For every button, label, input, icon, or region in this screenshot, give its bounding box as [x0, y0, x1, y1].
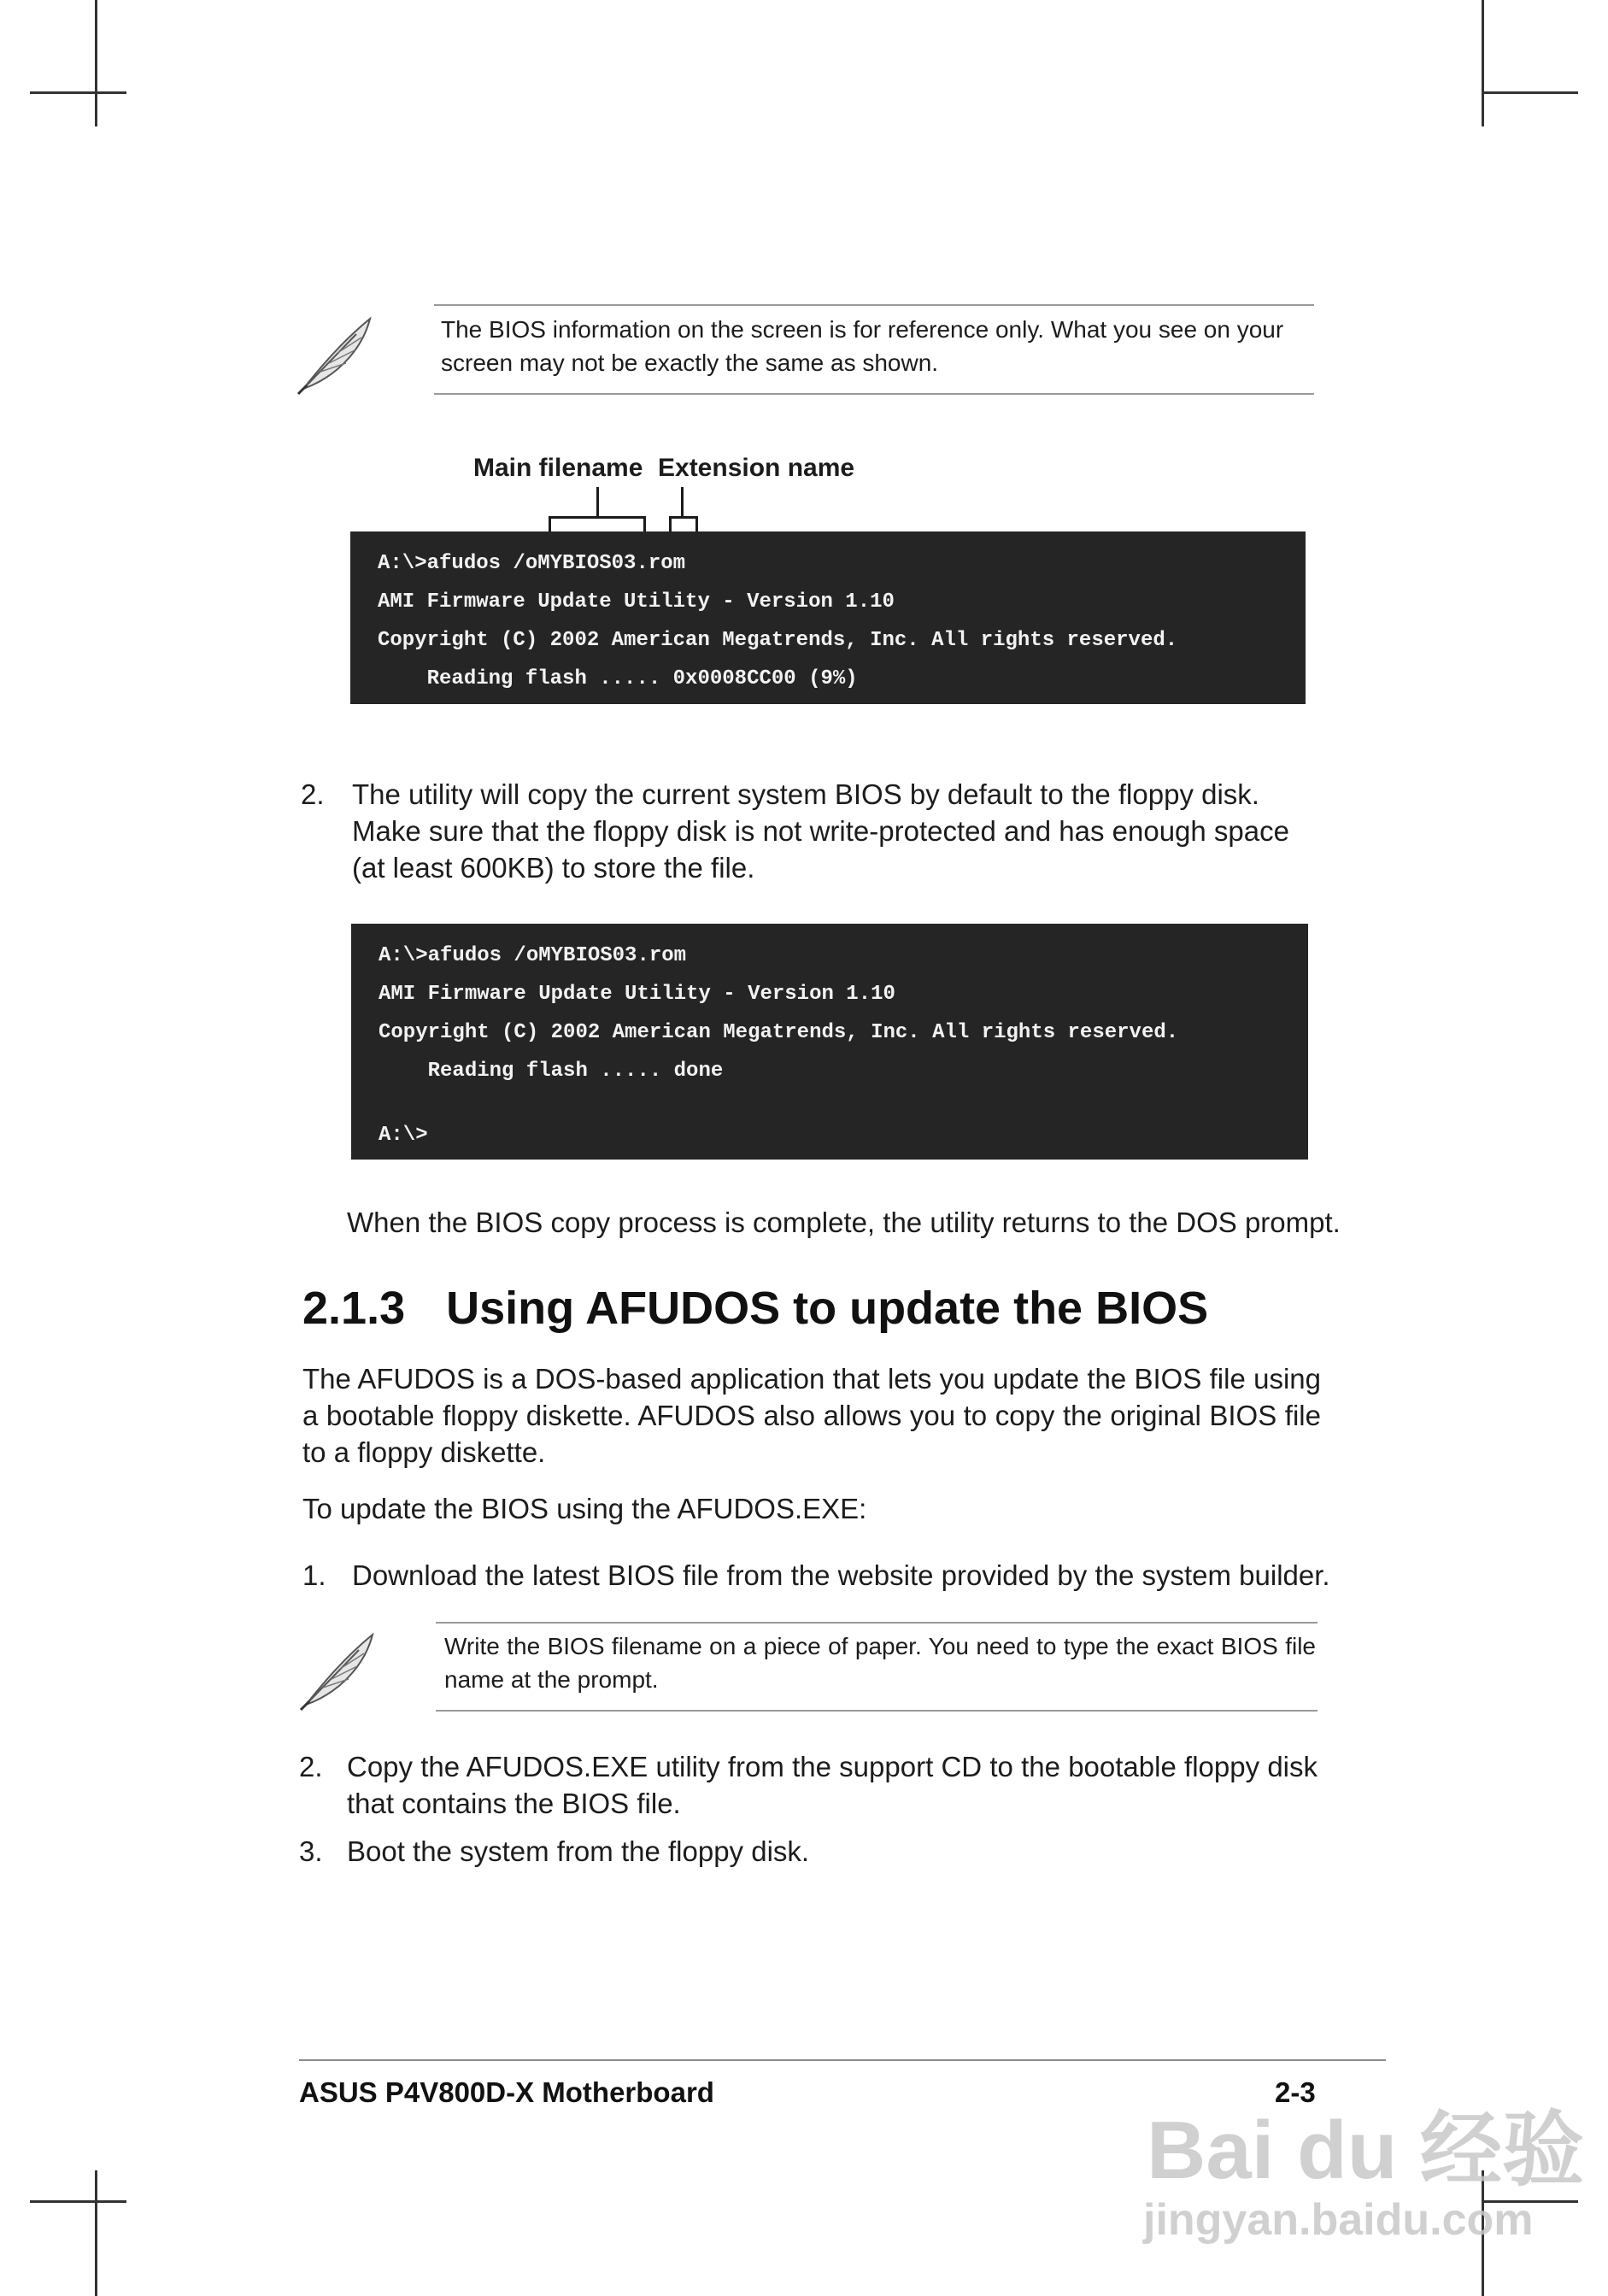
- extension-name-pointer: [681, 487, 684, 518]
- extension-name-bracket: [669, 516, 698, 533]
- terminal-screen-1: [350, 531, 1306, 704]
- note-2-text: Write the BIOS filename on a piece of paper. You need to type the exact BIOS file name at the prompt.: [444, 1633, 1316, 1693]
- terminal-line: Copyright (C) 2002 American Megatrends, Inc. All rights reserved.: [378, 629, 1178, 652]
- step-1-text: Download the latest BIOS file from the website provided by the system builder.: [352, 1559, 1330, 1591]
- terminal-line: AMI Firmware Update Utility - Version 1.10: [378, 590, 895, 614]
- feather-pen-icon: [295, 312, 380, 397]
- terminal-line: Reading flash ..... 0x0008CC00 (9%): [378, 667, 858, 690]
- copy-complete-text: When the BIOS copy process is complete, the utility returns to the DOS prompt.: [347, 1207, 1341, 1238]
- footer-rule: [299, 2059, 1386, 2061]
- section-heading: [302, 1282, 1208, 1335]
- step-3-number: 3.: [299, 1835, 323, 1867]
- terminal-line: AMI Firmware Update Utility - Version 1.10: [379, 983, 895, 1006]
- terminal-line: A:\>: [379, 1124, 428, 1147]
- extension-name-label: Extension name: [658, 454, 855, 482]
- feather-pen-icon: [297, 1628, 383, 1713]
- terminal-screen-2: [351, 924, 1308, 1160]
- terminal-line: Copyright (C) 2002 American Megatrends, Inc. All rights reserved.: [379, 1021, 1179, 1044]
- terminal-line: A:\>afudos /oMYBIOS03.rom: [379, 944, 687, 967]
- intro-paragraph: The AFUDOS is a DOS-based application that lets you update the BIOS file using a bootable floppy diskette. AFUDOS also allows you to copy the original BIOS file to a floppy diskette.: [302, 1363, 1321, 1468]
- step-1-number: 1.: [302, 1559, 326, 1591]
- watermark-url: jingyan.baidu.com: [1143, 2195, 1534, 2245]
- main-filename-label: Main filename: [473, 454, 643, 482]
- step-2b-number: 2.: [299, 1751, 323, 1782]
- watermark-brand: Bai du 经验: [1147, 2105, 1585, 2196]
- section-title: Using AFUDOS to update the BIOS: [446, 1283, 1209, 1334]
- main-filename-bracket: [549, 516, 646, 533]
- step-2-number: 2.: [301, 778, 325, 810]
- step-2-text: The utility will copy the current system BIOS by default to the floppy disk. Make sure that the floppy disk is not write-protected and has enough space (at least 600KB) to store the file.: [352, 778, 1289, 884]
- note-1-text: The BIOS information on the screen is for reference only. What you see on your screen may not be exactly the same as shown.: [441, 316, 1284, 376]
- update-intro: To update the BIOS using the AFUDOS.EXE:: [302, 1493, 867, 1524]
- footer-title: ASUS P4V800D-X Motherboard: [299, 2076, 714, 2108]
- terminal-line: A:\>afudos /oMYBIOS03.rom: [378, 552, 686, 575]
- page-number: 2-3: [1275, 2076, 1316, 2108]
- step-3-text: Boot the system from the floppy disk.: [347, 1835, 810, 1867]
- main-filename-pointer: [596, 487, 599, 518]
- terminal-line: Reading flash ..... done: [379, 1060, 724, 1083]
- step-2b-text: Copy the AFUDOS.EXE utility from the support CD to the bootable floppy disk that contains the BIOS file.: [347, 1751, 1318, 1819]
- section-number: 2.1.3: [302, 1283, 406, 1334]
